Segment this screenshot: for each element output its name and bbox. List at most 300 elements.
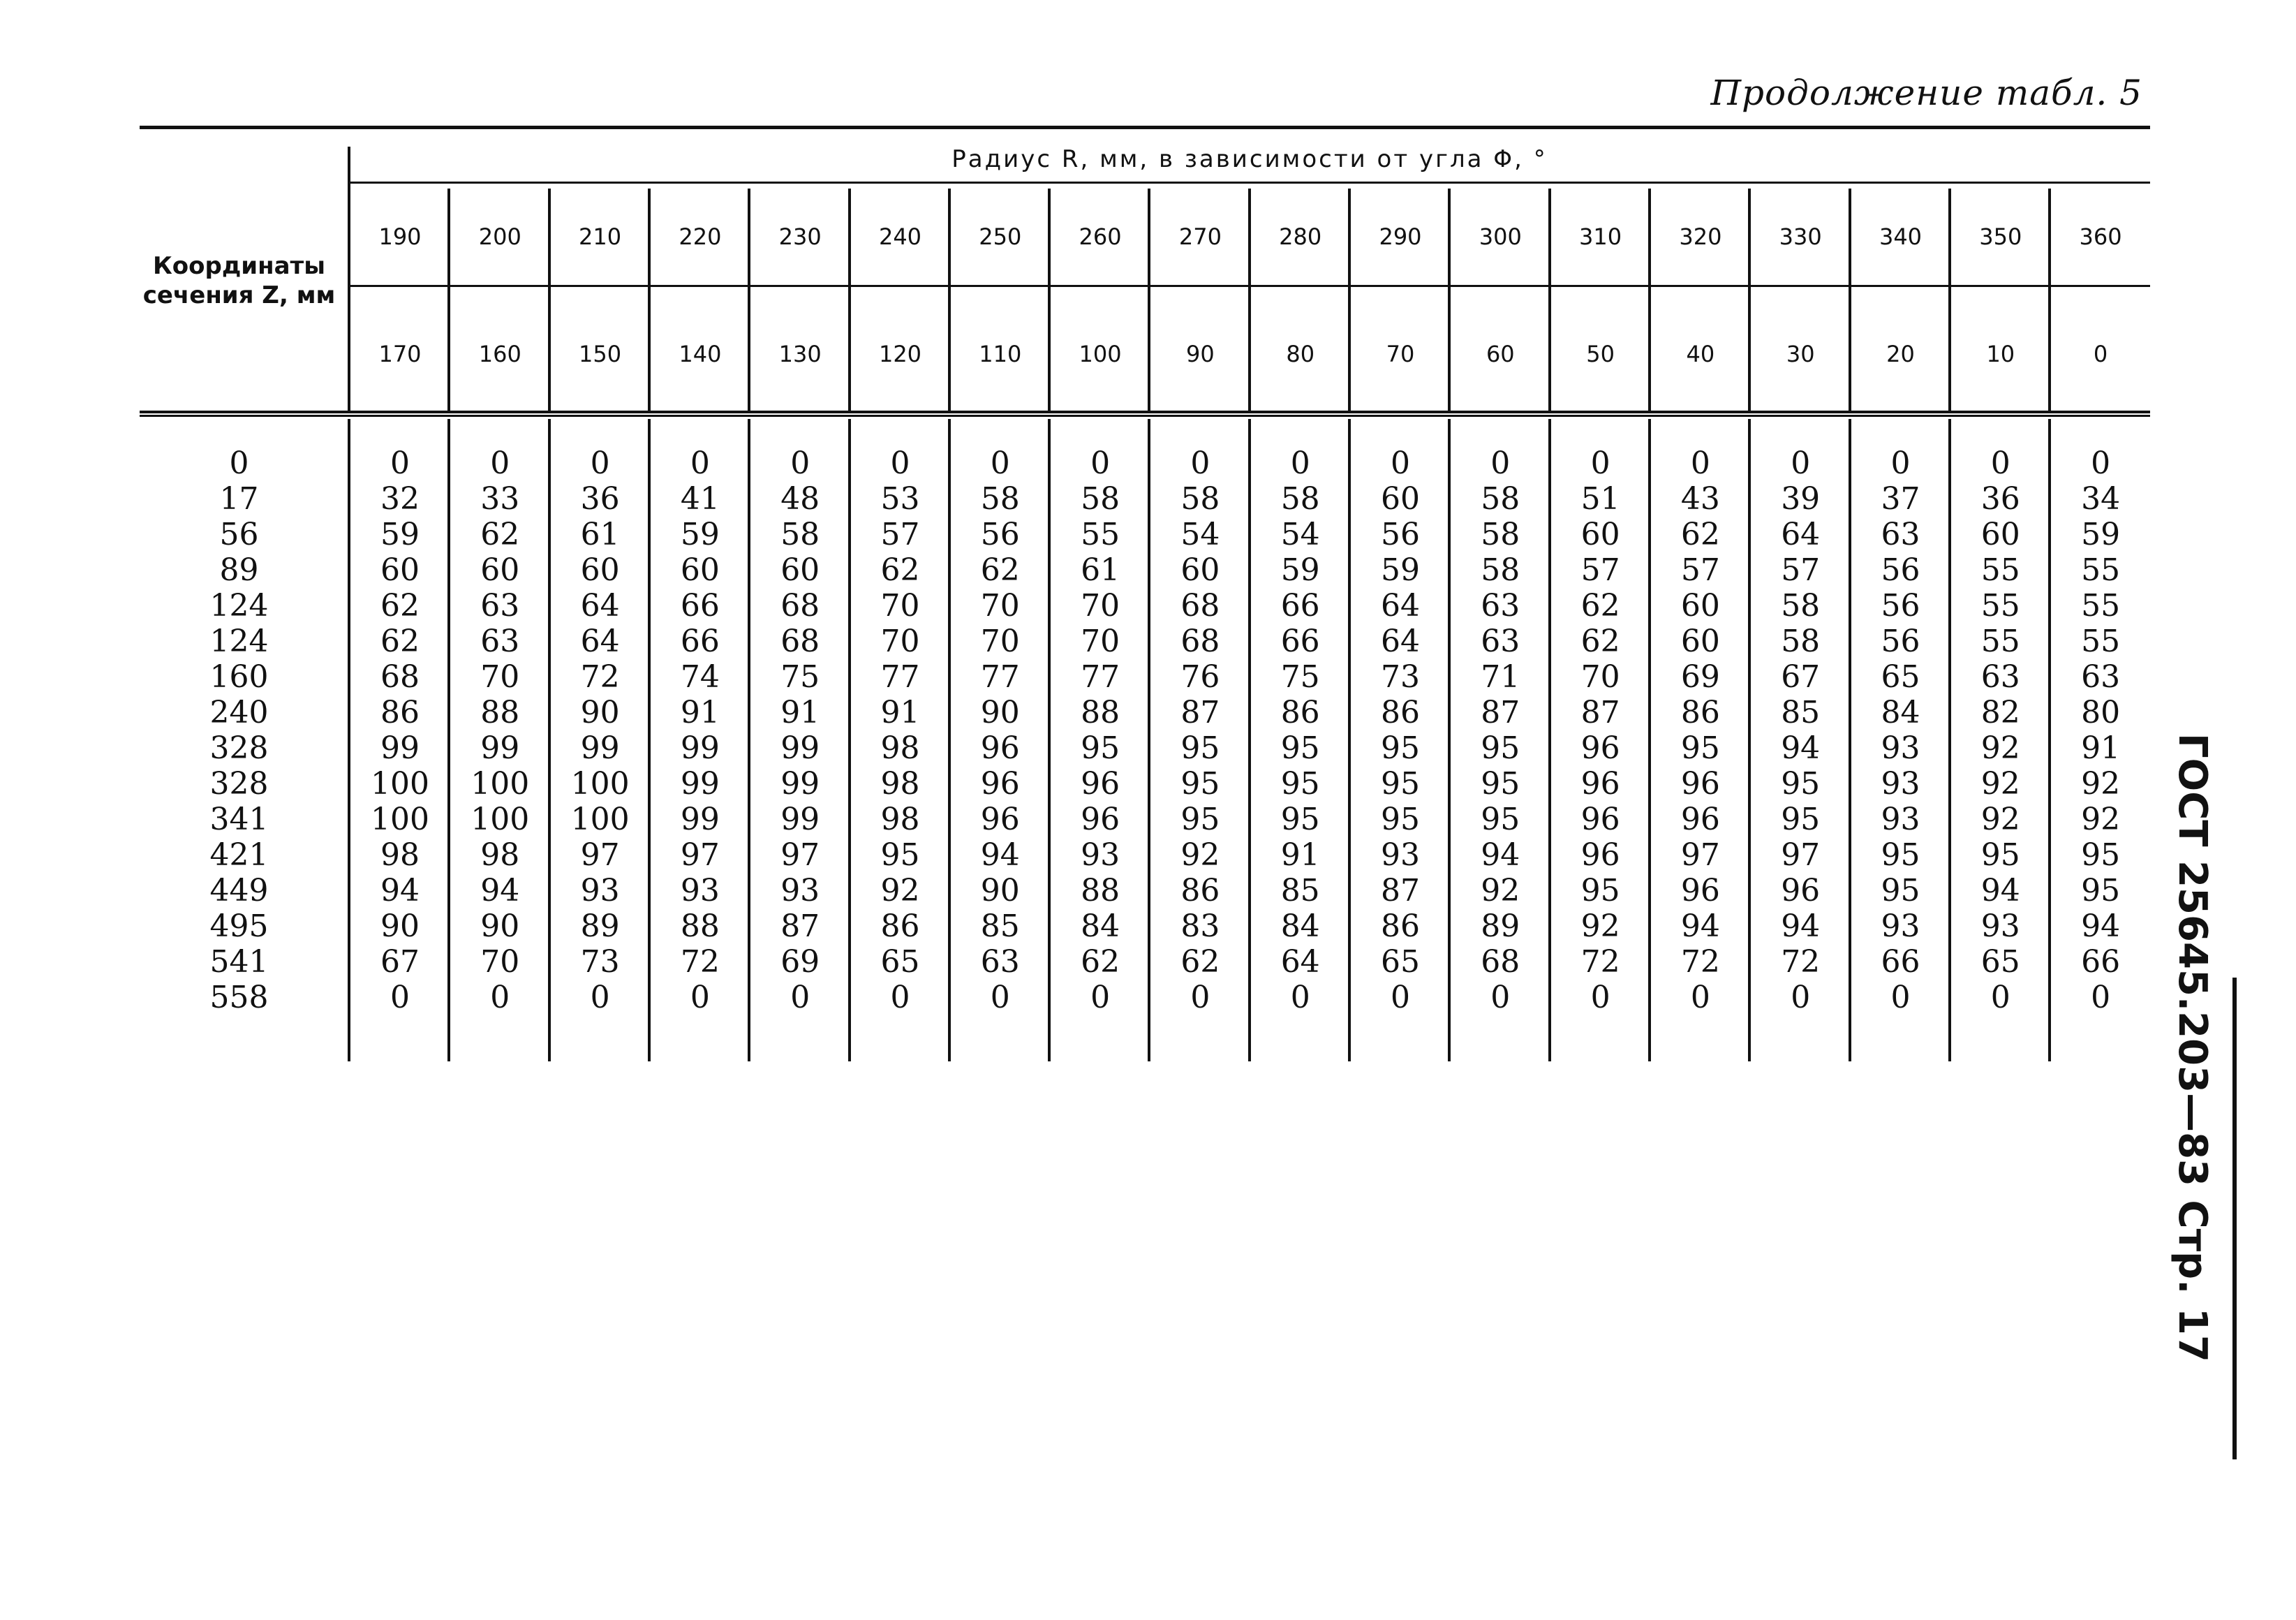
radius-value: 54	[1280, 517, 1320, 552]
column-rule	[648, 189, 651, 411]
radius-value: 0	[1990, 980, 2010, 1015]
radius-value: 99	[380, 730, 420, 766]
radius-value: 0	[1890, 446, 1911, 481]
radius-value: 59	[380, 517, 420, 552]
radius-value: 95	[1481, 766, 1520, 802]
radius-value: 0	[990, 980, 1010, 1015]
radius-value: 56	[1881, 624, 1920, 659]
z-value: 0	[229, 446, 249, 481]
angle-header-bottom: 70	[1386, 341, 1415, 367]
angle-header-bottom: 50	[1586, 341, 1615, 367]
radius-column	[952, 446, 1049, 1015]
radius-value: 62	[1580, 588, 1620, 624]
radius-value: 60	[1980, 517, 2020, 552]
radius-value: 70	[880, 624, 920, 659]
radius-value: 92	[1580, 908, 1620, 944]
column-rule	[447, 189, 450, 411]
radius-value: 63	[480, 624, 520, 659]
angle-header-top: 330	[1779, 223, 1822, 250]
z-value: 541	[209, 944, 269, 980]
radius-value: 55	[2081, 552, 2121, 588]
radius-column	[1853, 446, 1949, 1015]
radius-value: 84	[1881, 695, 1920, 730]
radius-value: 96	[1781, 873, 1821, 908]
radius-value: 100	[471, 802, 530, 837]
radius-value: 43	[1680, 481, 1720, 517]
radius-value: 0	[1590, 980, 1610, 1015]
radius-value: 0	[490, 980, 510, 1015]
angle-header-bottom: 140	[679, 341, 722, 367]
radius-value: 95	[1881, 873, 1920, 908]
radius-value: 95	[1280, 802, 1320, 837]
angle-header-bottom: 60	[1486, 341, 1515, 367]
z-value: 124	[209, 588, 269, 624]
radius-value: 54	[1180, 517, 1220, 552]
radius-value: 95	[1381, 730, 1420, 766]
angle-header-top: 360	[2079, 223, 2122, 250]
radius-value: 95	[2081, 837, 2121, 873]
radius-value: 73	[1381, 659, 1420, 695]
radius-value: 86	[880, 908, 920, 944]
stub-header-line-1: Координаты	[152, 252, 325, 280]
radius-value: 94	[2081, 908, 2121, 944]
radius-value: 66	[680, 624, 720, 659]
radius-value: 80	[2081, 695, 2121, 730]
column-rule	[1748, 189, 1751, 411]
standard-page-caption: ГОСТ 25645.203—83 Стр. 17	[2170, 733, 2215, 1362]
radius-value: 66	[1280, 624, 1320, 659]
radius-value: 0	[1290, 446, 1310, 481]
radius-value: 48	[780, 481, 820, 517]
angle-header-top: 200	[478, 223, 521, 250]
radius-value: 97	[1680, 837, 1720, 873]
angle-header-bottom: 160	[478, 341, 521, 367]
radius-value: 100	[371, 802, 429, 837]
radius-value: 99	[780, 730, 820, 766]
radius-value: 58	[1481, 517, 1520, 552]
radius-column	[1252, 446, 1349, 1015]
radius-value: 93	[1881, 730, 1920, 766]
radius-value: 70	[480, 659, 520, 695]
radius-value: 95	[1180, 730, 1220, 766]
radius-value: 77	[1081, 659, 1120, 695]
angle-header-top: 230	[778, 223, 822, 250]
radius-value: 92	[1180, 837, 1220, 873]
radius-value: 99	[780, 766, 820, 802]
radius-value: 61	[580, 517, 620, 552]
angle-header-top: 190	[378, 223, 422, 250]
radius-column	[1152, 446, 1248, 1015]
radius-value: 64	[580, 624, 620, 659]
angle-header-top: 210	[579, 223, 622, 250]
radius-column	[652, 446, 748, 1015]
radius-value: 83	[1180, 908, 1220, 944]
radius-value: 91	[880, 695, 920, 730]
column-rule	[548, 189, 551, 411]
column-rule	[1248, 189, 1251, 411]
radius-value: 95	[1280, 730, 1320, 766]
radius-value: 92	[880, 873, 920, 908]
radius-value: 93	[1881, 908, 1920, 944]
angle-header-top: 220	[679, 223, 722, 250]
radius-value: 60	[1580, 517, 1620, 552]
radius-value: 58	[980, 481, 1020, 517]
radius-value: 0	[990, 446, 1010, 481]
radius-value: 62	[380, 588, 420, 624]
radius-value: 88	[480, 695, 520, 730]
radius-value: 62	[1081, 944, 1120, 980]
radius-value: 68	[380, 659, 420, 695]
radius-value: 62	[380, 624, 420, 659]
radius-value: 56	[1881, 588, 1920, 624]
radius-value: 98	[480, 837, 520, 873]
radius-value: 0	[1190, 446, 1210, 481]
radius-value: 58	[1180, 481, 1220, 517]
radius-value: 37	[1881, 481, 1920, 517]
radius-value: 86	[1381, 695, 1420, 730]
radius-value: 72	[1580, 944, 1620, 980]
radius-header-rule	[349, 182, 2150, 184]
radius-value: 95	[1481, 730, 1520, 766]
header-bottom-rule	[140, 411, 2150, 417]
radius-value: 95	[1781, 766, 1821, 802]
radius-value: 84	[1081, 908, 1120, 944]
radius-value: 53	[880, 481, 920, 517]
radius-value: 63	[1881, 517, 1920, 552]
z-value: 341	[209, 802, 269, 837]
radius-value: 92	[1980, 766, 2020, 802]
radius-value: 59	[1280, 552, 1320, 588]
radius-value: 0	[1190, 980, 1210, 1015]
radius-value: 75	[1280, 659, 1320, 695]
radius-value: 56	[1381, 517, 1420, 552]
radius-column	[352, 446, 448, 1015]
radius-value: 60	[1680, 588, 1720, 624]
z-value: 124	[209, 624, 269, 659]
radius-value: 92	[2081, 766, 2121, 802]
radius-value: 90	[980, 873, 1020, 908]
radius-value: 62	[1180, 944, 1220, 980]
radius-column	[552, 446, 649, 1015]
radius-value: 98	[880, 766, 920, 802]
radius-value: 70	[1580, 659, 1620, 695]
radius-value: 93	[680, 873, 720, 908]
radius-value: 0	[2091, 980, 2111, 1015]
angle-header-top: 300	[1479, 223, 1522, 250]
radius-value: 98	[880, 802, 920, 837]
radius-value: 91	[780, 695, 820, 730]
radius-value: 60	[780, 552, 820, 588]
radius-value: 98	[880, 730, 920, 766]
radius-value: 94	[1680, 908, 1720, 944]
radius-value: 0	[1490, 980, 1511, 1015]
radius-value: 94	[1781, 908, 1821, 944]
radius-value: 68	[780, 588, 820, 624]
radius-value: 65	[1881, 659, 1920, 695]
z-column	[140, 446, 339, 1015]
radius-value: 91	[680, 695, 720, 730]
radius-value: 99	[580, 730, 620, 766]
radius-value: 61	[1081, 552, 1120, 588]
radius-value: 72	[1781, 944, 1821, 980]
radius-value: 97	[580, 837, 620, 873]
radius-value: 0	[1490, 446, 1511, 481]
radius-value: 70	[980, 624, 1020, 659]
radius-value: 60	[480, 552, 520, 588]
radius-value: 0	[2091, 446, 2111, 481]
angle-header-bottom: 130	[778, 341, 822, 367]
radius-value: 66	[1881, 944, 1920, 980]
radius-value: 76	[1180, 659, 1220, 695]
radius-value: 89	[580, 908, 620, 944]
stub-header	[140, 251, 339, 310]
column-rule	[1448, 189, 1451, 411]
radius-value: 59	[2081, 517, 2121, 552]
radius-value: 0	[1990, 446, 2010, 481]
radius-value: 66	[1280, 588, 1320, 624]
radius-value: 60	[380, 552, 420, 588]
radius-value: 64	[1381, 588, 1420, 624]
radius-value: 64	[1280, 944, 1320, 980]
radius-value: 95	[1980, 837, 2020, 873]
radius-value: 0	[390, 446, 410, 481]
radius-value: 0	[490, 446, 510, 481]
radius-value: 67	[1781, 659, 1821, 695]
column-rule	[1348, 189, 1351, 411]
radius-value: 70	[1081, 588, 1120, 624]
radius-value: 64	[1781, 517, 1821, 552]
radius-value: 62	[480, 517, 520, 552]
radius-value: 93	[1881, 766, 1920, 802]
radius-value: 41	[680, 481, 720, 517]
radius-value: 86	[1280, 695, 1320, 730]
radius-value: 51	[1580, 481, 1620, 517]
radius-value: 62	[1680, 517, 1720, 552]
radius-value: 55	[1980, 588, 2020, 624]
z-value: 240	[209, 695, 269, 730]
radius-value: 57	[1680, 552, 1720, 588]
column-rule	[1948, 189, 1951, 411]
column-rule	[848, 189, 851, 411]
radius-value: 63	[980, 944, 1020, 980]
radius-value: 57	[1781, 552, 1821, 588]
radius-value: 86	[1381, 908, 1420, 944]
column-rule	[2048, 189, 2051, 411]
radius-value: 94	[1781, 730, 1821, 766]
radius-column	[852, 446, 949, 1015]
z-value: 558	[209, 980, 269, 1015]
radius-value: 0	[390, 980, 410, 1015]
radius-value: 87	[1180, 695, 1220, 730]
radius-value: 0	[1290, 980, 1310, 1015]
angle-header-bottom: 30	[1786, 341, 1815, 367]
radius-value: 95	[1680, 730, 1720, 766]
radius-value: 63	[2081, 659, 2121, 695]
radius-value: 91	[2081, 730, 2121, 766]
radius-value: 96	[980, 730, 1020, 766]
radius-value: 100	[371, 766, 429, 802]
radius-value: 62	[1580, 624, 1620, 659]
z-value: 495	[209, 908, 269, 944]
column-rule	[1148, 189, 1150, 411]
radius-value: 100	[570, 802, 630, 837]
radius-value: 36	[580, 481, 620, 517]
radius-value: 58	[1781, 624, 1821, 659]
radius-value: 93	[580, 873, 620, 908]
angle-header-top: 270	[1178, 223, 1222, 250]
radius-value: 68	[780, 624, 820, 659]
radius-value: 63	[1481, 588, 1520, 624]
radius-value: 93	[1081, 837, 1120, 873]
radius-value: 90	[380, 908, 420, 944]
radius-value: 0	[1090, 980, 1111, 1015]
radius-value: 95	[1180, 802, 1220, 837]
radius-value: 98	[380, 837, 420, 873]
radius-value: 58	[1781, 588, 1821, 624]
angle-header-bottom: 40	[1686, 341, 1715, 367]
z-value: 56	[219, 517, 259, 552]
radius-value: 60	[1180, 552, 1220, 588]
radius-value: 95	[880, 837, 920, 873]
continuation-label: Продолжение табл. 5	[1710, 73, 2142, 113]
radius-value: 100	[471, 766, 530, 802]
radius-value: 70	[880, 588, 920, 624]
radius-value: 95	[1881, 837, 1920, 873]
radius-value: 77	[980, 659, 1020, 695]
radius-value: 99	[480, 730, 520, 766]
radius-value: 64	[1381, 624, 1420, 659]
radius-value: 99	[780, 802, 820, 837]
radius-value: 58	[1481, 552, 1520, 588]
radius-value: 60	[580, 552, 620, 588]
radius-column	[1052, 446, 1148, 1015]
radius-value: 69	[780, 944, 820, 980]
z-value: 89	[219, 552, 259, 588]
radius-value: 96	[1580, 837, 1620, 873]
radius-value: 94	[1481, 837, 1520, 873]
side-rule	[2232, 978, 2237, 1459]
radius-value: 33	[480, 481, 520, 517]
angle-header-top: 250	[979, 223, 1022, 250]
radius-value: 85	[980, 908, 1020, 944]
angle-header-top: 240	[878, 223, 922, 250]
radius-value: 96	[1680, 802, 1720, 837]
radius-value: 56	[980, 517, 1020, 552]
radius-header: Радиус R, мм, в зависимости от угла Φ, °	[951, 145, 1548, 173]
angle-header-top: 350	[1979, 223, 2022, 250]
radius-value: 95	[2081, 873, 2121, 908]
radius-value: 65	[880, 944, 920, 980]
angle-header-bottom: 80	[1286, 341, 1315, 367]
radius-value: 97	[680, 837, 720, 873]
radius-value: 59	[1381, 552, 1420, 588]
column-rule	[1548, 189, 1551, 411]
radius-value: 0	[1791, 446, 1811, 481]
radius-value: 95	[1081, 730, 1120, 766]
radius-value: 95	[1381, 802, 1420, 837]
radius-value: 86	[1680, 695, 1720, 730]
radius-value: 88	[680, 908, 720, 944]
radius-value: 67	[380, 944, 420, 980]
radius-value: 66	[680, 588, 720, 624]
radius-value: 88	[1081, 873, 1120, 908]
angle-header-top: 340	[1879, 223, 1923, 250]
radius-value: 55	[1980, 552, 2020, 588]
angle-header-bottom: 20	[1886, 341, 1915, 367]
radius-value: 0	[890, 446, 910, 481]
radius-column	[1652, 446, 1749, 1015]
radius-value: 58	[1280, 481, 1320, 517]
radius-value: 0	[1690, 980, 1710, 1015]
radius-column	[452, 446, 548, 1015]
z-value: 160	[209, 659, 269, 695]
radius-value: 0	[590, 980, 610, 1015]
radius-value: 100	[570, 766, 630, 802]
radius-value: 92	[1980, 802, 2020, 837]
radius-value: 95	[1381, 766, 1420, 802]
radius-value: 73	[580, 944, 620, 980]
angle-header-top: 320	[1679, 223, 1722, 250]
radius-value: 93	[1881, 802, 1920, 837]
radius-value: 0	[1890, 980, 1911, 1015]
angle-header-bottom: 110	[979, 341, 1022, 367]
radius-value: 0	[790, 980, 810, 1015]
radius-value: 90	[580, 695, 620, 730]
radius-value: 0	[1791, 980, 1811, 1015]
table-top-rule	[140, 126, 2150, 129]
radius-value: 94	[1980, 873, 2020, 908]
radius-value: 92	[1980, 730, 2020, 766]
radius-value: 63	[1481, 624, 1520, 659]
radius-value: 69	[1680, 659, 1720, 695]
radius-value: 70	[1081, 624, 1120, 659]
radius-value: 58	[1481, 481, 1520, 517]
radius-value: 62	[880, 552, 920, 588]
radius-value: 95	[1481, 802, 1520, 837]
radius-value: 97	[780, 837, 820, 873]
radius-value: 68	[1481, 944, 1520, 980]
radius-value: 0	[1391, 980, 1410, 1015]
radius-value: 97	[1781, 837, 1821, 873]
radius-value: 87	[1381, 873, 1420, 908]
radius-value: 90	[980, 695, 1020, 730]
radius-value: 60	[1680, 624, 1720, 659]
radius-value: 63	[1980, 659, 2020, 695]
angle-header-bottom: 0	[2093, 341, 2108, 367]
z-value: 328	[209, 730, 269, 766]
radius-value: 64	[580, 588, 620, 624]
radius-value: 62	[980, 552, 1020, 588]
column-rule	[348, 419, 350, 1061]
radius-value: 0	[890, 980, 910, 1015]
radius-value: 60	[1381, 481, 1420, 517]
radius-column	[1953, 446, 2049, 1015]
z-value: 449	[209, 873, 269, 908]
radius-value: 59	[680, 517, 720, 552]
angle-header-top: 290	[1379, 223, 1422, 250]
angle-header-bottom: 100	[1079, 341, 1122, 367]
radius-value: 84	[1280, 908, 1320, 944]
z-value: 328	[209, 766, 269, 802]
radius-value: 95	[1280, 766, 1320, 802]
radius-value: 72	[580, 659, 620, 695]
radius-value: 77	[880, 659, 920, 695]
radius-value: 68	[1180, 624, 1220, 659]
radius-value: 0	[1590, 446, 1610, 481]
column-rule	[348, 147, 350, 412]
radius-value: 96	[1680, 766, 1720, 802]
radius-value: 96	[1580, 730, 1620, 766]
